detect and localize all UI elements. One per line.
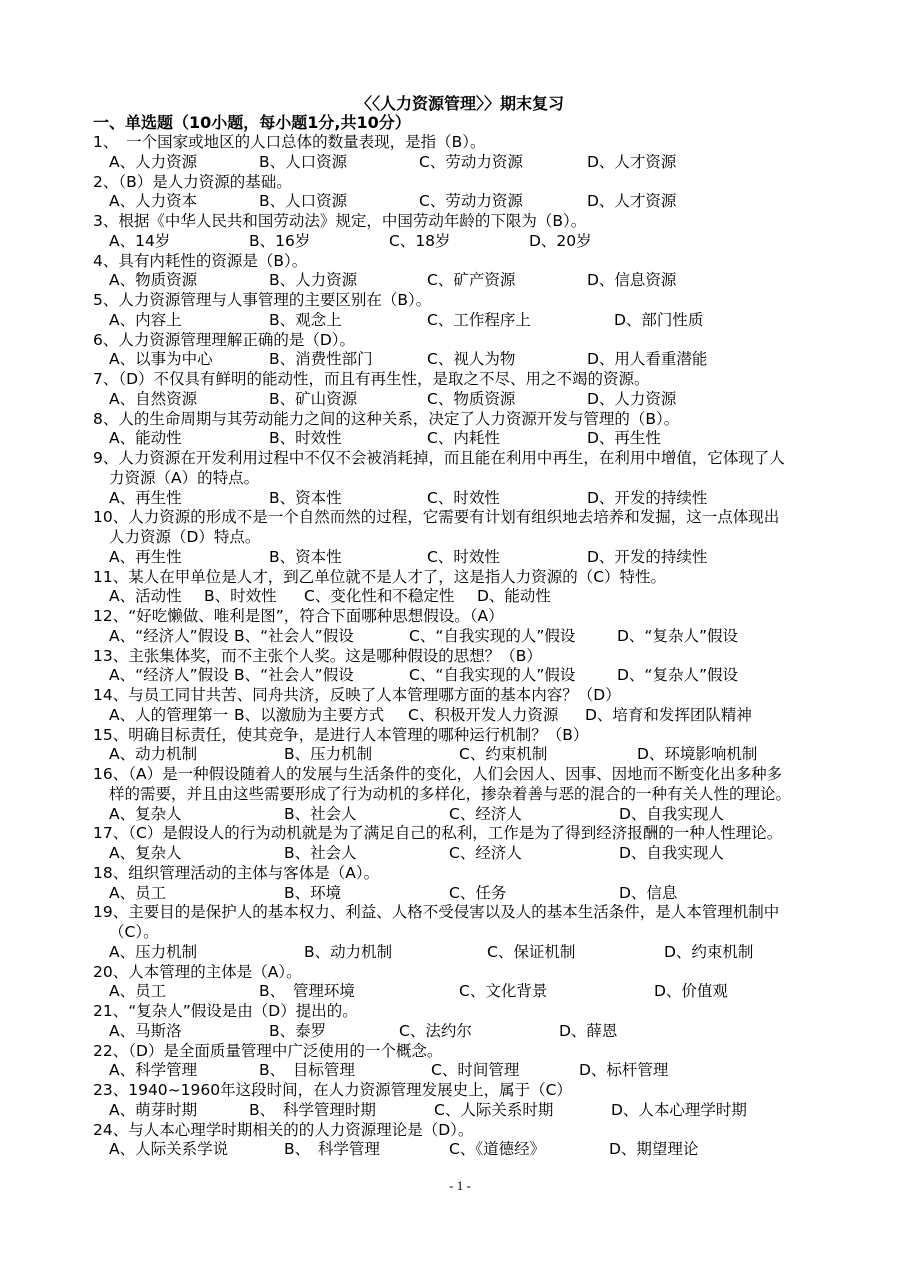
answer-option: C、文化背景 xyxy=(459,982,548,1001)
question-text: 5、人力资源管理与人事管理的主要区别在（B）。 xyxy=(93,291,432,309)
answer-option: A、以事为中心 xyxy=(109,350,213,369)
answer-option: A、内容上 xyxy=(109,310,182,329)
answer-option: C、时效性 xyxy=(427,488,500,507)
answer-option: B、观念上 xyxy=(269,310,342,329)
question-text: 2、（B）是人力资源的基础。 xyxy=(93,172,292,191)
answer-option: B、动力机制 xyxy=(304,942,393,961)
answer-option: A、再生性 xyxy=(109,488,182,507)
question-text: 9、人力资源在开发利用过程中不仅不会被消耗掉，而且能在利用中再生，在利用中增值，它体现了人 xyxy=(93,449,785,467)
answer-option: D、人力资源 xyxy=(587,389,677,408)
answer-option: A、复杂人 xyxy=(109,844,182,862)
question-text: 16、（A）是一种假设随着人的发展与生活条件的变化，人们会因人、因事、因地而不断变化出多种多 xyxy=(93,765,783,783)
answer-options xyxy=(93,429,873,449)
answer-option: A、能动性 xyxy=(109,429,182,448)
answer-option: D、信息资源 xyxy=(587,271,677,290)
question-item xyxy=(93,410,873,450)
question-text: 24、与人本心理学时期相关的的人力资源理论是（D）。 xyxy=(93,1120,474,1139)
answer-option: A、“经济人”假设 xyxy=(109,626,229,645)
question-item xyxy=(93,824,873,864)
answer-option: A、活动性 xyxy=(109,587,182,606)
answer-option: B、人口资源 xyxy=(259,192,348,211)
page-number: - 1 - xyxy=(449,1178,471,1193)
question-item xyxy=(93,647,873,687)
answer-option: C、18岁 xyxy=(389,231,451,250)
answer-option: B、资本性 xyxy=(269,488,342,507)
question-text: 7、（D）不仅具有鲜明的能动性，而且有再生性，是取之不尽、用之不竭的资源。 xyxy=(93,370,650,388)
question-text: 17、（C）是假设人的行为动机就是为了满足自己的私利，工作是为了得到经济报酬的一种人性理论。 xyxy=(93,824,783,843)
answer-option: D、“复杂人”假设 xyxy=(617,666,738,685)
answer-options xyxy=(93,1061,873,1081)
question-item xyxy=(93,331,873,371)
question-text-continued: 力资源（A）的特点。 xyxy=(109,468,260,487)
answer-option: A、复杂人 xyxy=(109,804,182,823)
answer-options xyxy=(93,844,873,864)
answer-option: B、 科学管理 xyxy=(284,1140,380,1159)
question-item xyxy=(93,1081,873,1121)
question-item xyxy=(93,252,873,292)
question-text: 14、与员工同甘共苦、同舟共济，反映了人本管理哪方面的基本内容？（D） xyxy=(93,686,621,704)
question-item xyxy=(93,212,873,252)
answer-option: D、人才资源 xyxy=(587,152,677,171)
answer-option: C、工作程序上 xyxy=(427,310,531,329)
answer-option: D、环境影响机制 xyxy=(637,745,758,764)
question-item xyxy=(93,607,873,647)
answer-option: A、再生性 xyxy=(109,547,182,566)
answer-option: C、变化性和不稳定性 xyxy=(304,587,455,606)
question-item xyxy=(93,370,873,410)
answer-option: A、动力机制 xyxy=(109,745,198,764)
answer-option: C、时效性 xyxy=(427,547,500,566)
question-text: 20、人本管理的主体是（A）。 xyxy=(93,962,302,981)
question-text-continued: 样的需要，并且由这些需要形成了行为动机的多样化，掺杂着善与恶的混合的一种有关人性的理论。 xyxy=(109,784,792,803)
answer-option: B、以激励为主要方式 xyxy=(234,705,385,724)
answer-options xyxy=(93,271,873,291)
question-text: 6、人力资源管理理解正确的是（D）。 xyxy=(93,330,356,349)
answer-option: B、人口资源 xyxy=(259,152,348,171)
answer-option: B、社会人 xyxy=(284,844,357,862)
answer-option: A、萌芽时期 xyxy=(109,1100,198,1119)
question-text: 13、主张集体奖，而不主张个人奖。这是哪种假设的思想？（B） xyxy=(93,646,542,665)
answer-option: B、人力资源 xyxy=(269,271,358,290)
answer-options xyxy=(93,884,873,904)
answer-options xyxy=(93,982,873,1002)
answer-option: B、“社会人”假设 xyxy=(234,666,354,685)
answer-option: D、薛恩 xyxy=(559,1021,618,1040)
answer-option: B、时效性 xyxy=(204,587,277,606)
answer-option: D、信息 xyxy=(619,883,678,902)
answer-options xyxy=(93,666,873,686)
answer-option: B、16岁 xyxy=(249,231,311,250)
question-item xyxy=(93,173,873,213)
question-text: 19、主要目的是保护人的基本权力、利益、人格不受侵害以及人的基本生活条件，是人本管理机制中 xyxy=(93,903,780,922)
answer-options xyxy=(93,706,873,726)
answer-option: C、“自我实现的人”假设 xyxy=(409,626,576,645)
answer-options xyxy=(93,232,873,252)
question-item xyxy=(93,1121,873,1161)
answer-option: D、培育和发挥团队精神 xyxy=(585,705,752,724)
answer-options xyxy=(93,548,873,568)
answer-option: A、人力资本 xyxy=(109,192,198,211)
question-text: 11、某人在甲单位是人才，到乙单位就不是人才了，这是指人力资源的（C）特性。 xyxy=(93,567,667,586)
answer-option: A、人的管理第一 xyxy=(109,705,229,724)
question-item xyxy=(93,133,873,173)
question-text-continued: （C）。 xyxy=(109,923,159,941)
question-text: 8、人的生命周期与其劳动能力之间的这种关系，决定了人力资源开发与管理的（B）。 xyxy=(93,409,680,428)
question-text: 3、根据《中华人民共和国劳动法》规定，中国劳动年龄的下限为（B）。 xyxy=(93,212,587,230)
answer-option: A、马斯洛 xyxy=(109,1021,182,1040)
answer-option: D、价值观 xyxy=(654,982,728,1001)
answer-option: D、约束机制 xyxy=(664,942,754,961)
question-text: 23、1940~1960年这段时间，在人力资源管理发展史上，属于（C） xyxy=(93,1081,572,1099)
answer-option: D、开发的持续性 xyxy=(587,547,708,566)
answer-option: C、经济人 xyxy=(449,844,522,862)
answer-option: B、社会人 xyxy=(284,804,357,823)
question-text: 15、明确目标责任，使其竞争，是进行人本管理的哪种运行机制？（B） xyxy=(93,725,589,744)
question-item xyxy=(93,963,873,1003)
section-heading: 一、单选题（10小题，每小题1分,共10分） xyxy=(93,113,411,132)
question-item xyxy=(93,903,873,962)
answer-option: C、物质资源 xyxy=(427,389,516,408)
answer-option: B、 科学管理时期 xyxy=(249,1100,376,1119)
answer-option: A、员工 xyxy=(109,883,167,902)
answer-options xyxy=(93,192,873,212)
answer-option: B、消费性部门 xyxy=(269,350,373,369)
answer-options xyxy=(93,1101,873,1121)
answer-option: C、人际关系时期 xyxy=(434,1100,554,1119)
answer-option: C、内耗性 xyxy=(427,429,500,448)
question-item xyxy=(93,726,873,766)
answer-options xyxy=(93,390,873,410)
answer-option: C、积极开发人力资源 xyxy=(408,705,559,724)
answer-options xyxy=(93,1022,873,1042)
question-item xyxy=(93,1042,873,1082)
question-item xyxy=(93,864,873,904)
answer-option: C、约束机制 xyxy=(459,745,548,764)
question-text: 4、具有内耗性的资源是（B）。 xyxy=(93,251,308,270)
answer-options xyxy=(93,587,873,607)
answer-option: D、“复杂人”假设 xyxy=(617,626,738,645)
answer-options xyxy=(93,1140,873,1160)
answer-option: C、《道德经》 xyxy=(449,1140,546,1159)
page-title: 〈〈人力资源管理〉〉期末复习 xyxy=(355,94,564,113)
answer-option: A、物质资源 xyxy=(109,271,198,290)
question-item xyxy=(93,568,873,608)
answer-option: D、开发的持续性 xyxy=(587,488,708,507)
answer-option: C、经济人 xyxy=(449,804,522,823)
answer-option: A、自然资源 xyxy=(109,389,198,408)
answer-option: A、人际关系学说 xyxy=(109,1140,229,1159)
answer-option: C、时间管理 xyxy=(431,1061,520,1080)
answer-option: B、环境 xyxy=(284,883,342,902)
answer-options xyxy=(93,489,873,509)
question-item xyxy=(93,449,873,508)
answer-option: D、用人看重潜能 xyxy=(587,350,708,369)
answer-option: D、人才资源 xyxy=(587,192,677,211)
answer-option: C、保证机制 xyxy=(487,942,576,961)
question-text-continued: 人力资源（D）特点。 xyxy=(109,528,261,546)
answer-option: B、 目标管理 xyxy=(259,1061,355,1080)
answer-option: A、人力资源 xyxy=(109,152,198,171)
answer-option: B、时效性 xyxy=(269,429,342,448)
answer-options xyxy=(93,805,873,825)
answer-option: A、压力机制 xyxy=(109,942,198,961)
answer-option: A、14岁 xyxy=(109,231,171,250)
answer-option: B、“社会人”假设 xyxy=(234,626,354,645)
answer-option: D、部门性质 xyxy=(614,310,704,329)
answer-option: C、“自我实现的人”假设 xyxy=(409,666,576,685)
question-item xyxy=(93,1002,873,1042)
answer-option: B、矿山资源 xyxy=(269,389,358,408)
answer-option: C、法约尔 xyxy=(399,1021,472,1040)
answer-option: A、科学管理 xyxy=(109,1061,198,1080)
answer-option: B、压力机制 xyxy=(284,745,373,764)
question-text: 22、（D）是全面质量管理中广泛使用的一个概念。 xyxy=(93,1041,443,1060)
answer-option: D、期望理论 xyxy=(609,1140,699,1159)
answer-option: C、劳动力资源 xyxy=(419,152,523,171)
answer-options xyxy=(93,943,873,963)
answer-option: C、劳动力资源 xyxy=(419,192,523,211)
question-list xyxy=(93,133,873,1160)
question-text: 21、“复杂人”假设是由（D）提出的。 xyxy=(93,1002,358,1020)
question-item xyxy=(93,686,873,726)
question-text: 1、 一个国家或地区的人口总体的数量表现，是指（B）。 xyxy=(93,133,486,151)
answer-option: B、 管理环境 xyxy=(259,982,355,1001)
answer-option: D、标杆管理 xyxy=(579,1061,669,1080)
answer-option: D、20岁 xyxy=(529,231,592,250)
answer-option: D、再生性 xyxy=(587,429,661,448)
answer-options xyxy=(93,627,873,647)
answer-option: C、视人为物 xyxy=(427,350,516,369)
answer-option: A、“经济人”假设 xyxy=(109,666,229,685)
answer-option: B、泰罗 xyxy=(269,1021,327,1040)
answer-options xyxy=(93,745,873,765)
question-item xyxy=(93,765,873,824)
answer-options xyxy=(93,153,873,173)
answer-option: C、任务 xyxy=(449,883,507,902)
answer-options xyxy=(93,311,873,331)
answer-option: B、资本性 xyxy=(269,547,342,566)
question-item xyxy=(93,291,873,331)
question-text: 18、组织管理活动的主体与客体是（A）。 xyxy=(93,863,380,882)
answer-option: D、能动性 xyxy=(477,587,551,606)
question-text: 10、人力资源的形成不是一个自然而然的过程，它需要有计划有组织地去培养和发掘，这一点体现出 xyxy=(93,508,780,527)
answer-options xyxy=(93,350,873,370)
answer-option: A、员工 xyxy=(109,982,167,1001)
answer-option: D、自我实现人 xyxy=(619,804,724,823)
question-text: 12、“好吃懒做、唯利是图”，符合下面哪种思想假设。（A） xyxy=(93,607,504,625)
question-item xyxy=(93,508,873,567)
answer-option: C、矿产资源 xyxy=(427,271,516,290)
answer-option: D、人本心理学时期 xyxy=(611,1100,747,1119)
answer-option: D、自我实现人 xyxy=(619,844,724,862)
